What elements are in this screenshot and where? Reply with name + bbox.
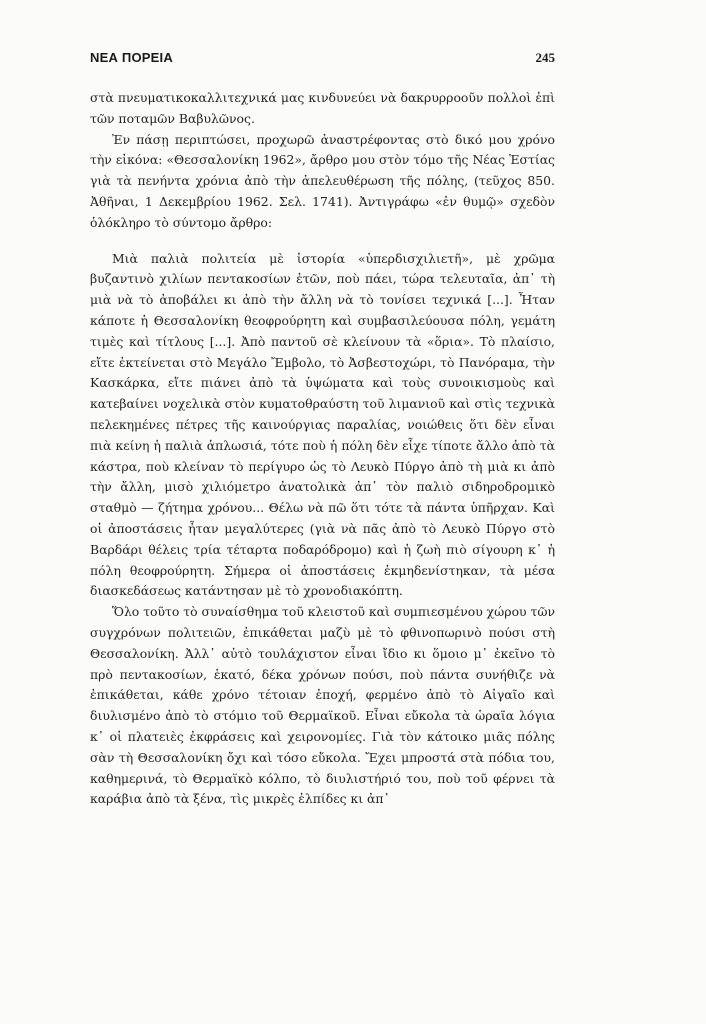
paragraph-2: Ἐν πάσῃ περιπτώσει, προχωρῶ ἀναστρέφοντας στὸ δικό μου χρόνο τὴν εἰκόνα: «Θεσσαλονίκη 1962», ἄρθρο μου στὸν τόμο τῆς Νέας Ἑστίας γιὰ τὰ πενήντα χρόνια ἀπὸ τὴν ἀπελευθέρωση τῆς πόλης, (τεῦχος 850. Ἀθῆναι, 1 Δεκεμβρίου 1962. Σελ. 1741). Ἀντιγράφω «ἐν θυμῷ» σχεδὸν ὁλόκληρο τὸ σύντομο ἄρθρο: — [90, 131, 555, 230]
body-text — [90, 88, 555, 810]
running-title: ΝΕΑ ΠΟΡΕΙΑ — [90, 50, 173, 65]
paragraph-4: Ὅλο τοῦτο τὸ συναίσθημα τοῦ κλειστοῦ καὶ συμπιεσμένου χώρου τῶν συγχρόνων πολιτειῶν, ἐπικάθεται μαζὺ μὲ τὸ φθινοπωρινὸ πούσι στὴ Θεσσαλονίκη. Ἀλλ᾽ αὐτὸ τουλάχιστον εἶναι ἴδιο κι ὅμοιο μ᾽ ἐκεῖνο τὸ πρὸ πεντακοσίων, ἑκατό, δέκα χρόνων πούσι, ποὺ πάντα συνήθιζε νὰ ἐπικάθεται, κάθε χρόνο τέτοιαν ἐποχή, φερμένο ἀπὸ τὸ Αἰγαῖο καὶ διυλισμένο ἀπὸ τὸ στόμιο τοῦ Θερμαϊκοῦ. Εἶναι εὔκολα τὰ ὡραῖα λόγια κ᾽ οἱ πλατειὲς ἐκφράσεις καὶ χειρονομίες. Γιὰ τὸν κάτοικο μιᾶς πόλης σὰν τὴ Θεσσαλονίκη ὄχι καὶ τόσο εὔκολα. Ἔχει μπροστά στὰ πόδια του, καθημερινά, τὸ Θερμαϊκὸ κόλπο, τὸ διυλιστήριό του, ποὺ τοῦ φέρνει τὰ καράβια ἀπὸ τὰ ξένα, τὶς μικρὲς ἐλπίδες κι ἀπ᾽ — [90, 604, 555, 807]
paragraph-1: στὰ πνευματικοκαλλιτεχνικά μας κινδυνεύει νὰ δακρυρροοῦν πολλοὶ ἐπὶ τῶν ποταμῶν Βαβυλῶνος. — [90, 90, 555, 126]
quoted-article-paragraph: Μιὰ παλιὰ πολιτεία μὲ ἱστορία «ὑπερδισχιλιετῆ», μὲ χρῶμα βυζαντινὸ χιλίων πεντακοσίων ἐτῶν, ποὺ πάει, τώρα τελευταῖα, ἀπ᾽ τὴ μιὰ νὰ τὸ ἀποβάλει κι ἀπὸ τὴν ἄλλη νὰ τὸ τονίσει τεχνικά [...]. Ἦταν κάποτε ἡ Θεσσαλονίκη θεοφρούρητη καὶ συμβασιλεύουσα πόλη, γεμάτη τιμὲς καὶ τίτλους [...]. Ἀπὸ παντοῦ σὲ κλείνουν τὰ «ὅρια». Τὸ πλαίσιο, εἴτε ἐκτείνεται στὸ Μεγάλο Ἔμβολο, τὸ Ἀσβεστοχώρι, τὸ Πανόραμα, τὴν Κασκάρκα, εἴτε πιάνει ἀπὸ τὰ ὑψώματα καὶ τοὺς συνοικισμοὺς καὶ κατεβαίνει νοχελικὰ στὸν κυματοθραύστη τοῦ λιμανιοῦ καὶ στὶς τεχνικὰ πελεκημένες πέτρες τῆς καινούργιας παραλίας, νοιώθεις ὅτι δὲν εἶναι πιὰ κείνη ἡ παλιὰ ἁπλωσιά, τότε ποὺ ἡ πόλη δὲν εἶχε τίποτε ἄλλο ἀπὸ τὰ κάστρα, ποὺ κλείναν τὸ περίγυρο ὡς τὸ Λευκὸ Πύργο ἀπὸ τὴ μιὰ κι ἀπὸ τὴν ἄλλη, μισὸ χιλιόμετρο ἀνατολικὰ ἀπ᾽ τὸν παλιὸ σιδηροδρομικὸ σταθμὸ — ζήτημα χρόνου... Θέλω νὰ πῶ ὅτι τότε τὰ πάντα ὑπῆρχαν. Καὶ οἱ ἀποστάσεις ἦταν μεγαλύτερες (γιὰ νὰ πᾶς ἀπὸ τὸ Λευκὸ Πύργο στὸ Βαρδάρι θέλεις τρία τέταρτα ποδαρόδρομο) καὶ ἡ ζωὴ πιὸ σίγουρη κ᾽ ἡ πόλη θεοφρούρητη. Σήμερα οἱ ἀποστάσεις ἐκμηδενίστηκαν, τὰ μέσα διασκεδάσεως κατάντησαν μὲ τὸ χρονοδιακόπτη. — [90, 250, 555, 599]
page-header — [90, 50, 555, 70]
page-number: 245 — [535, 50, 555, 65]
